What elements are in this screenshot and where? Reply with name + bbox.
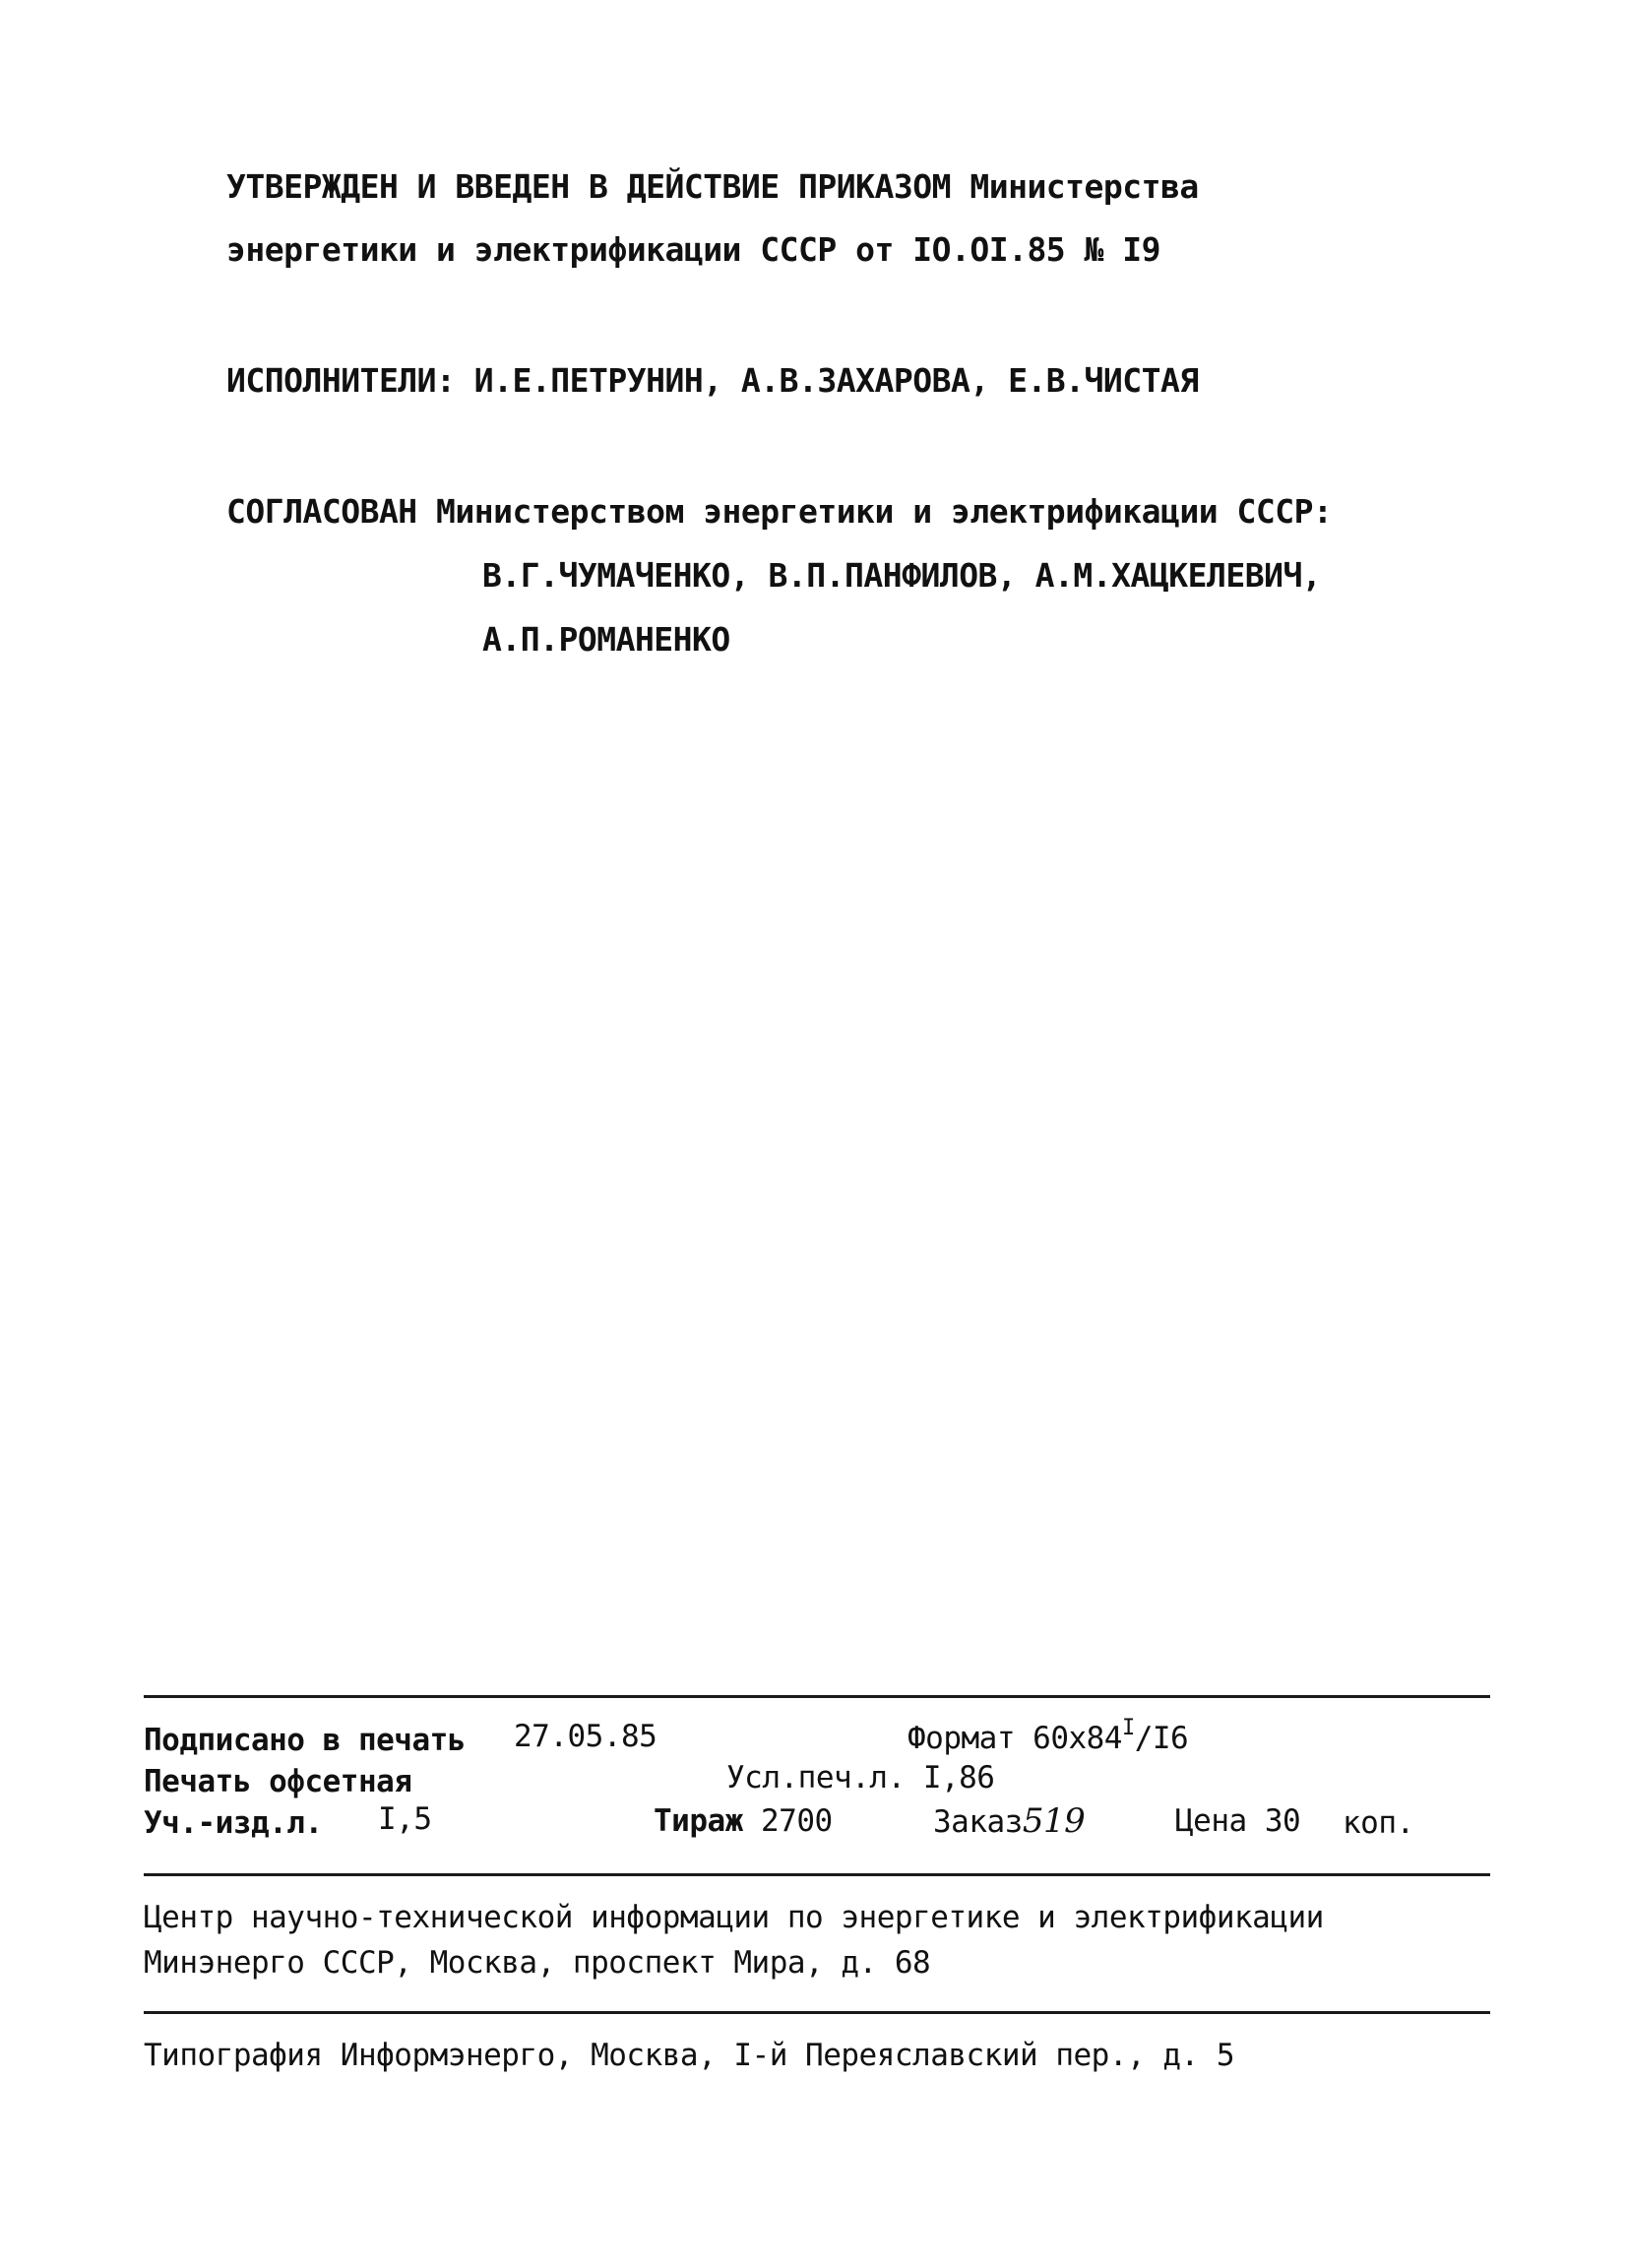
approval-line-2: энергетики и электрификации СССР от IO.OI.85 № I9 xyxy=(226,230,1161,269)
price-field xyxy=(1175,1801,1300,1841)
print-sheets-field xyxy=(726,1758,994,1797)
signed-label: Подписано в печать xyxy=(144,1723,466,1758)
divider-rule-2 xyxy=(144,1873,1490,1876)
pub-sheets-value: I,5 xyxy=(378,1801,432,1837)
price-label: Цена xyxy=(1175,1803,1247,1839)
print-sheets-label: Усл.печ.л. xyxy=(726,1760,906,1796)
agreed-line-3: А.П.РОМАНЕНКО xyxy=(482,620,730,659)
printer-line: Типография Информэнерго, Москва, I-й Переяславский пер., д. 5 xyxy=(144,2038,1234,2073)
price-unit: коп. xyxy=(1343,1805,1414,1841)
agreed-line-2: В.Г.ЧУМАЧЕНКО, В.П.ПАНФИЛОВ, А.М.ХАЦКЕЛЕВИЧ, xyxy=(482,556,1322,595)
publisher-line-2: Минэнерго СССР, Москва, проспект Мира, д. 68 xyxy=(144,1945,931,1981)
divider-rule-3 xyxy=(144,2011,1490,2014)
divider-rule-1 xyxy=(144,1695,1490,1698)
signed-date: 27.05.85 xyxy=(514,1719,657,1754)
agreed-line-1: СОГЛАСОВАН Министерством энергетики и электрификации СССР: xyxy=(226,492,1333,531)
format-label: Формат xyxy=(907,1721,1015,1756)
order-label: Заказ xyxy=(933,1804,1023,1840)
format-field xyxy=(907,1716,1189,1762)
format-value: $60х84^I/I6$ xyxy=(1033,1716,1189,1756)
order-field xyxy=(933,1801,1085,1842)
circulation-value: 2700 xyxy=(761,1803,833,1839)
approval-line-1: УТВЕРЖДЕН И ВВЕДЕН В ДЕЙСТВИЕ ПРИКАЗОМ Министерства xyxy=(226,167,1199,206)
executors-line: ИСПОЛНИТЕЛИ: И.Е.ПЕТРУНИН, А.В.ЗАХАРОВА, Е.В.ЧИСТАЯ xyxy=(226,361,1199,400)
circulation-label: Тираж xyxy=(654,1803,743,1839)
publisher-line-1: Центр научно-технической информации по энергетике и электрификации xyxy=(144,1900,1324,1935)
pub-sheets-label: Уч.-изд.л. xyxy=(144,1805,323,1841)
print-type: Печать офсетная xyxy=(144,1764,412,1799)
order-value-handwritten: 519 xyxy=(1022,1801,1086,1841)
price-value: 30 xyxy=(1264,1803,1301,1839)
circulation-field xyxy=(654,1801,833,1841)
print-sheets-value: I,86 xyxy=(922,1760,995,1796)
